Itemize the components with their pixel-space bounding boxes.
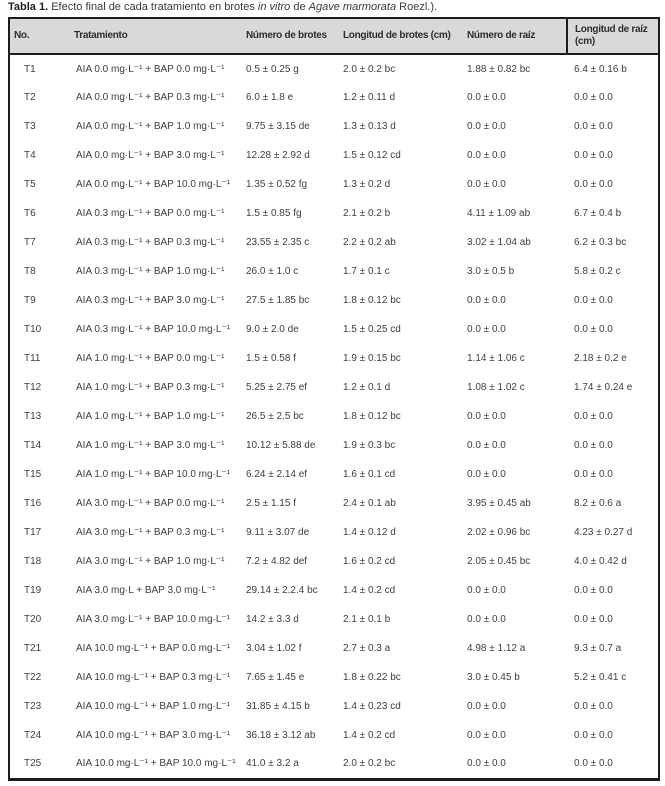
cell-brotes: 26.5 ± 2.5 bc xyxy=(239,402,336,431)
cell-brotes: 9.75 ± 3.15 de xyxy=(239,112,336,141)
caption-segment: in vitro xyxy=(257,1,291,13)
cell-brotes: 14.2 ± 3.3 d xyxy=(239,605,336,634)
table-caption xyxy=(8,1,658,13)
table-row xyxy=(9,634,659,663)
cell-brotes: 12.28 ± 2.92 d xyxy=(239,141,336,170)
cell-no: T4 xyxy=(9,141,67,170)
cell-no: T16 xyxy=(9,489,67,518)
cell-no: T8 xyxy=(9,257,67,286)
cell-long_raiz: 8.2 ± 0.6 a xyxy=(567,489,659,518)
cell-long_raiz: 0.0 ± 0.0 xyxy=(567,402,659,431)
cell-raiz: 0.0 ± 0.0 xyxy=(460,692,567,721)
cell-no: T24 xyxy=(9,721,67,750)
cell-tratamiento: AIA 0.0 mg·L⁻¹ + BAP 1.0 mg·L⁻¹ xyxy=(67,112,239,141)
cell-long_brotes: 1.4 ± 0.2 cd xyxy=(336,721,460,750)
header-longitud-brotes: Longitud de brotes (cm) xyxy=(336,18,460,54)
cell-raiz: 0.0 ± 0.0 xyxy=(460,750,567,779)
cell-no: T18 xyxy=(9,547,67,576)
cell-long_raiz: 0.0 ± 0.0 xyxy=(567,692,659,721)
cell-no: T13 xyxy=(9,402,67,431)
cell-long_raiz: 0.0 ± 0.0 xyxy=(567,170,659,199)
cell-tratamiento: AIA 0.3 mg·L⁻¹ + BAP 10.0 mg·L⁻¹ xyxy=(67,315,239,344)
cell-long_raiz: 0.0 ± 0.0 xyxy=(567,83,659,112)
cell-brotes: 7.2 ± 4.82 def xyxy=(239,547,336,576)
cell-long_raiz: 0.0 ± 0.0 xyxy=(567,141,659,170)
cell-long_raiz: 4.0 ± 0.42 d xyxy=(567,547,659,576)
cell-raiz: 0.0 ± 0.0 xyxy=(460,83,567,112)
cell-long_brotes: 1.2 ± 0.1 d xyxy=(336,373,460,402)
cell-brotes: 36.18 ± 3.12 ab xyxy=(239,721,336,750)
cell-tratamiento: AIA 0.0 mg·L⁻¹ + BAP 10.0 mg·L⁻¹ xyxy=(67,170,239,199)
header-numero-raiz: Número de raíz xyxy=(460,18,567,54)
cell-long_raiz: 9.3 ± 0.7 a xyxy=(567,634,659,663)
cell-raiz: 3.02 ± 1.04 ab xyxy=(460,228,567,257)
cell-long_brotes: 2.2 ± 0.2 ab xyxy=(336,228,460,257)
cell-no: T17 xyxy=(9,518,67,547)
cell-no: T21 xyxy=(9,634,67,663)
cell-long_brotes: 1.4 ± 0.12 d xyxy=(336,518,460,547)
cell-long_raiz: 5.8 ± 0.2 c xyxy=(567,257,659,286)
cell-long_raiz: 6.7 ± 0.4 b xyxy=(567,199,659,228)
cell-long_brotes: 1.8 ± 0.12 bc xyxy=(336,402,460,431)
cell-brotes: 5.25 ± 2.75 ef xyxy=(239,373,336,402)
cell-raiz: 0.0 ± 0.0 xyxy=(460,431,567,460)
cell-tratamiento: AIA 3.0 mg·L + BAP 3.0 mg·L⁻¹ xyxy=(67,576,239,605)
cell-brotes: 1.5 ± 0.85 fg xyxy=(239,199,336,228)
cell-no: T6 xyxy=(9,199,67,228)
cell-no: T2 xyxy=(9,83,67,112)
cell-brotes: 9.11 ± 3.07 de xyxy=(239,518,336,547)
cell-tratamiento: AIA 0.0 mg·L⁻¹ + BAP 0.0 mg·L⁻¹ xyxy=(67,54,239,83)
table-row xyxy=(9,692,659,721)
table-row xyxy=(9,112,659,141)
cell-tratamiento: AIA 10.0 mg·L⁻¹ + BAP 0.0 mg·L⁻¹ xyxy=(67,634,239,663)
cell-long_raiz: 0.0 ± 0.0 xyxy=(567,460,659,489)
table-row xyxy=(9,286,659,315)
cell-long_brotes: 1.6 ± 0.1 cd xyxy=(336,460,460,489)
cell-long_raiz: 5.2 ± 0.41 c xyxy=(567,663,659,692)
cell-raiz: 1.88 ± 0.82 bc xyxy=(460,54,567,83)
table-row xyxy=(9,170,659,199)
cell-raiz: 3.0 ± 0.5 b xyxy=(460,257,567,286)
cell-brotes: 3.04 ± 1.02 f xyxy=(239,634,336,663)
cell-long_raiz: 4.23 ± 0.27 d xyxy=(567,518,659,547)
cell-tratamiento: AIA 3.0 mg·L⁻¹ + BAP 1.0 mg·L⁻¹ xyxy=(67,547,239,576)
table-row xyxy=(9,750,659,779)
results-table xyxy=(8,17,660,781)
cell-tratamiento: AIA 1.0 mg·L⁻¹ + BAP 3.0 mg·L⁻¹ xyxy=(67,431,239,460)
cell-long_raiz: 0.0 ± 0.0 xyxy=(567,112,659,141)
cell-no: T5 xyxy=(9,170,67,199)
cell-long_brotes: 1.3 ± 0.13 d xyxy=(336,112,460,141)
cell-tratamiento: AIA 1.0 mg·L⁻¹ + BAP 1.0 mg·L⁻¹ xyxy=(67,402,239,431)
cell-raiz: 0.0 ± 0.0 xyxy=(460,721,567,750)
cell-brotes: 1.35 ± 0.52 fg xyxy=(239,170,336,199)
cell-tratamiento: AIA 0.3 mg·L⁻¹ + BAP 0.3 mg·L⁻¹ xyxy=(67,228,239,257)
table-row xyxy=(9,518,659,547)
cell-long_brotes: 1.2 ± 0.11 d xyxy=(336,83,460,112)
header-longitud-raiz: Longitud de raíz (cm) xyxy=(567,18,659,54)
cell-long_brotes: 2.1 ± 0.1 b xyxy=(336,605,460,634)
cell-tratamiento: AIA 0.3 mg·L⁻¹ + BAP 0.0 mg·L⁻¹ xyxy=(67,199,239,228)
cell-long_brotes: 1.6 ± 0.2 cd xyxy=(336,547,460,576)
cell-brotes: 10.12 ± 5.88 de xyxy=(239,431,336,460)
table-row xyxy=(9,373,659,402)
cell-long_brotes: 2.4 ± 0.1 ab xyxy=(336,489,460,518)
cell-brotes: 26.0 ± 1.0 c xyxy=(239,257,336,286)
caption-segment: Agave marmorata xyxy=(308,1,397,13)
cell-brotes: 1.5 ± 0.58 f xyxy=(239,344,336,373)
cell-long_raiz: 0.0 ± 0.0 xyxy=(567,750,659,779)
header-numero-brotes: Número de brotes xyxy=(239,18,336,54)
cell-tratamiento: AIA 3.0 mg·L⁻¹ + BAP 0.0 mg·L⁻¹ xyxy=(67,489,239,518)
cell-no: T22 xyxy=(9,663,67,692)
cell-raiz: 3.0 ± 0.45 b xyxy=(460,663,567,692)
cell-raiz: 2.05 ± 0.45 bc xyxy=(460,547,567,576)
cell-long_raiz: 6.2 ± 0.3 bc xyxy=(567,228,659,257)
cell-long_raiz: 0.0 ± 0.0 xyxy=(567,605,659,634)
caption-segment: Roezl.). xyxy=(396,1,438,13)
cell-brotes: 31.85 ± 4.15 b xyxy=(239,692,336,721)
cell-long_raiz: 0.0 ± 0.0 xyxy=(567,721,659,750)
table-row xyxy=(9,547,659,576)
cell-raiz: 0.0 ± 0.0 xyxy=(460,402,567,431)
cell-long_brotes: 1.9 ± 0.3 bc xyxy=(336,431,460,460)
cell-raiz: 1.08 ± 1.02 c xyxy=(460,373,567,402)
cell-long_raiz: 0.0 ± 0.0 xyxy=(567,286,659,315)
cell-no: T15 xyxy=(9,460,67,489)
table-row xyxy=(9,199,659,228)
header-tratamiento: Tratamiento xyxy=(67,18,239,54)
cell-no: T12 xyxy=(9,373,67,402)
cell-long_raiz: 0.0 ± 0.0 xyxy=(567,315,659,344)
cell-raiz: 0.0 ± 0.0 xyxy=(460,112,567,141)
cell-no: T1 xyxy=(9,54,67,83)
table-row xyxy=(9,431,659,460)
cell-long_brotes: 2.7 ± 0.3 a xyxy=(336,634,460,663)
cell-no: T9 xyxy=(9,286,67,315)
cell-long_brotes: 1.4 ± 0.2 cd xyxy=(336,576,460,605)
table-row xyxy=(9,489,659,518)
cell-raiz: 1.14 ± 1.06 c xyxy=(460,344,567,373)
cell-long_brotes: 1.9 ± 0.15 bc xyxy=(336,344,460,373)
caption-segment: Efecto final de cada tratamiento en brotes xyxy=(48,1,258,13)
cell-no: T25 xyxy=(9,750,67,779)
cell-brotes: 23.55 ± 2.35 c xyxy=(239,228,336,257)
cell-raiz: 0.0 ± 0.0 xyxy=(460,605,567,634)
table-row xyxy=(9,721,659,750)
cell-raiz: 0.0 ± 0.0 xyxy=(460,286,567,315)
cell-no: T11 xyxy=(9,344,67,373)
cell-long_raiz: 6.4 ± 0.16 b xyxy=(567,54,659,83)
cell-long_raiz: 2.18 ± 0.2 e xyxy=(567,344,659,373)
cell-long_raiz: 0.0 ± 0.0 xyxy=(567,431,659,460)
cell-tratamiento: AIA 1.0 mg·L⁻¹ + BAP 10.0 mg·L⁻¹ xyxy=(67,460,239,489)
cell-tratamiento: AIA 3.0 mg·L⁻¹ + BAP 0.3 mg·L⁻¹ xyxy=(67,518,239,547)
cell-long_brotes: 1.7 ± 0.1 c xyxy=(336,257,460,286)
table-row xyxy=(9,83,659,112)
cell-long_brotes: 2.0 ± 0.2 bc xyxy=(336,750,460,779)
cell-no: T3 xyxy=(9,112,67,141)
table-row xyxy=(9,460,659,489)
table-row xyxy=(9,344,659,373)
table-body xyxy=(9,54,659,779)
table-row xyxy=(9,402,659,431)
cell-long_brotes: 1.5 ± 0.25 cd xyxy=(336,315,460,344)
table-row xyxy=(9,315,659,344)
cell-tratamiento: AIA 10.0 mg·L⁻¹ + BAP 0.3 mg·L⁻¹ xyxy=(67,663,239,692)
cell-tratamiento: AIA 0.3 mg·L⁻¹ + BAP 3.0 mg·L⁻¹ xyxy=(67,286,239,315)
cell-tratamiento: AIA 10.0 mg·L⁻¹ + BAP 1.0 mg·L⁻¹ xyxy=(67,692,239,721)
cell-long_brotes: 1.4 ± 0.23 cd xyxy=(336,692,460,721)
cell-long_raiz: 1.74 ± 0.24 e xyxy=(567,373,659,402)
cell-raiz: 0.0 ± 0.0 xyxy=(460,315,567,344)
cell-brotes: 6.0 ± 1.8 e xyxy=(239,83,336,112)
cell-raiz: 0.0 ± 0.0 xyxy=(460,460,567,489)
table-row xyxy=(9,257,659,286)
cell-long_brotes: 2.1 ± 0.2 b xyxy=(336,199,460,228)
cell-tratamiento: AIA 0.0 mg·L⁻¹ + BAP 3.0 mg·L⁻¹ xyxy=(67,141,239,170)
cell-brotes: 7.65 ± 1.45 e xyxy=(239,663,336,692)
cell-brotes: 27.5 ± 1.85 bc xyxy=(239,286,336,315)
cell-brotes: 2.5 ± 1.15 f xyxy=(239,489,336,518)
cell-tratamiento: AIA 0.3 mg·L⁻¹ + BAP 1.0 mg·L⁻¹ xyxy=(67,257,239,286)
cell-tratamiento: AIA 1.0 mg·L⁻¹ + BAP 0.0 mg·L⁻¹ xyxy=(67,344,239,373)
header-no: No. xyxy=(9,18,67,54)
cell-no: T19 xyxy=(9,576,67,605)
cell-brotes: 29.14 ± 2.2.4 bc xyxy=(239,576,336,605)
cell-brotes: 6.24 ± 2.14 ef xyxy=(239,460,336,489)
cell-raiz: 4.98 ± 1.12 a xyxy=(460,634,567,663)
cell-long_brotes: 1.5 ± 0.12 cd xyxy=(336,141,460,170)
cell-no: T23 xyxy=(9,692,67,721)
cell-no: T20 xyxy=(9,605,67,634)
cell-long_brotes: 1.8 ± 0.12 bc xyxy=(336,286,460,315)
cell-tratamiento: AIA 1.0 mg·L⁻¹ + BAP 0.3 mg·L⁻¹ xyxy=(67,373,239,402)
caption-segment: de xyxy=(290,1,309,13)
cell-brotes: 0.5 ± 0.25 g xyxy=(239,54,336,83)
cell-tratamiento: AIA 10.0 mg·L⁻¹ + BAP 10.0 mg·L⁻¹ xyxy=(67,750,239,779)
cell-raiz: 0.0 ± 0.0 xyxy=(460,170,567,199)
cell-long_brotes: 2.0 ± 0.2 bc xyxy=(336,54,460,83)
cell-no: T14 xyxy=(9,431,67,460)
table-row xyxy=(9,576,659,605)
table-row xyxy=(9,228,659,257)
cell-no: T10 xyxy=(9,315,67,344)
cell-no: T7 xyxy=(9,228,67,257)
table-row xyxy=(9,663,659,692)
caption-segment: Tabla 1. xyxy=(8,1,49,13)
table-row xyxy=(9,54,659,83)
cell-brotes: 41.0 ± 3.2 a xyxy=(239,750,336,779)
table-row xyxy=(9,141,659,170)
table-row xyxy=(9,605,659,634)
table-header-row xyxy=(9,18,659,54)
cell-tratamiento: AIA 10.0 mg·L⁻¹ + BAP 3.0 mg·L⁻¹ xyxy=(67,721,239,750)
cell-raiz: 2.02 ± 0.96 bc xyxy=(460,518,567,547)
cell-raiz: 0.0 ± 0.0 xyxy=(460,576,567,605)
cell-long_raiz: 0.0 ± 0.0 xyxy=(567,576,659,605)
cell-tratamiento: AIA 3.0 mg·L⁻¹ + BAP 10.0 mg·L⁻¹ xyxy=(67,605,239,634)
cell-raiz: 3.95 ± 0.45 ab xyxy=(460,489,567,518)
cell-raiz: 4.11 ± 1.09 ab xyxy=(460,199,567,228)
cell-tratamiento: AIA 0.0 mg·L⁻¹ + BAP 0.3 mg·L⁻¹ xyxy=(67,83,239,112)
cell-raiz: 0.0 ± 0.0 xyxy=(460,141,567,170)
cell-long_brotes: 1.8 ± 0.22 bc xyxy=(336,663,460,692)
cell-brotes: 9.0 ± 2.0 de xyxy=(239,315,336,344)
cell-long_brotes: 1.3 ± 0.2 d xyxy=(336,170,460,199)
